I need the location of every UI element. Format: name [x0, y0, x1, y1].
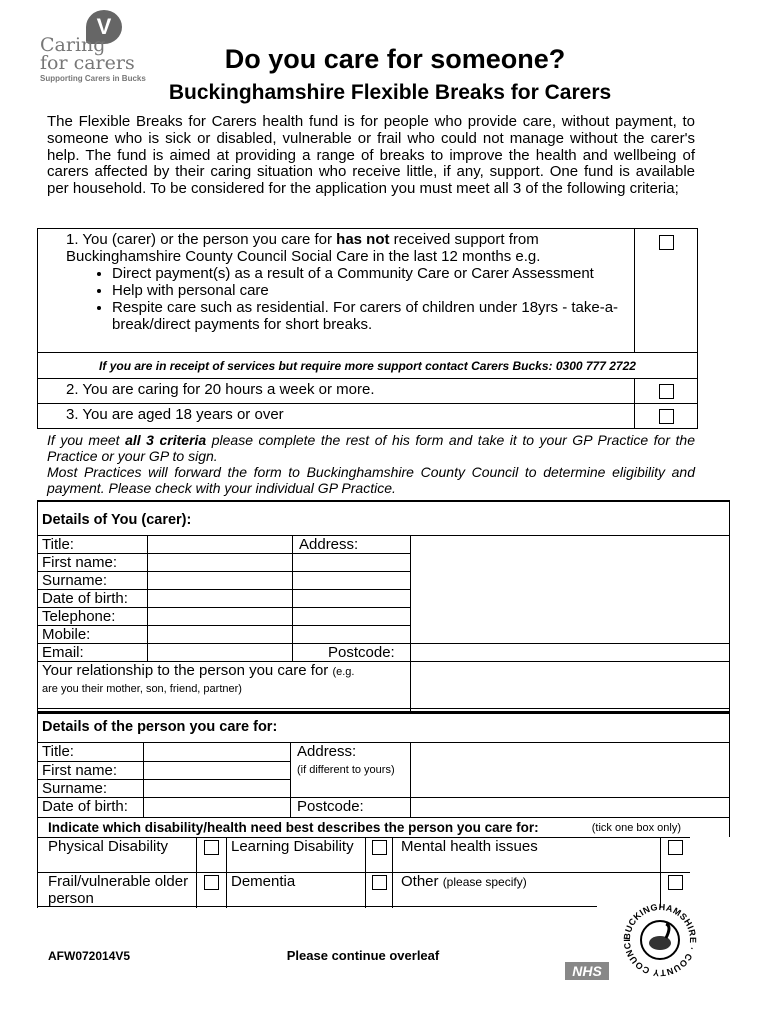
mental-health-checkbox[interactable]: [668, 840, 683, 855]
field-label: Title:: [38, 743, 144, 762]
logo-text: Caring for carers: [40, 34, 135, 74]
carer-address-line[interactable]: [293, 608, 411, 626]
divider: [37, 906, 597, 907]
carer-postcode-input[interactable]: [411, 644, 730, 662]
logo-heart-icon: V: [86, 10, 122, 44]
dementia-checkbox[interactable]: [372, 875, 387, 890]
support-contact-note: If you are in receipt of services but require more support contact Carers Bucks: 0300 777 2722: [38, 353, 698, 379]
field-label: Postcode:: [293, 644, 411, 662]
carer-details-heading: Details of You (carer):: [38, 501, 730, 536]
field-label: Mobile:: [38, 626, 148, 644]
council-seal-logo: [618, 898, 702, 982]
cared-address-label: Address: (if different to yours): [291, 743, 411, 798]
criterion-2: 2. You are caring for 20 hours a week or more.: [38, 379, 635, 404]
carer-address-input[interactable]: [411, 536, 730, 644]
option-other: Other (please specify): [393, 873, 661, 908]
field-label: Date of birth:: [38, 590, 148, 608]
field-label: Email:: [38, 644, 148, 662]
form-code: AFW072014V5: [48, 949, 131, 963]
cared-title-input[interactable]: [144, 743, 291, 762]
criterion-1: 1. You (carer) or the person you care for has not received support from Buckinghamshire County Council Social Care in the last 12 months e.g. • Direct payment(s) as a result of a Community Care or Carer Assessment • Help with personal care • Respite care such as residential. For carers of children under 18yrs - take-a-break/direct payments for short breaks.: [38, 229, 635, 353]
option-mental-health: Mental health issues: [393, 838, 661, 873]
field-label: Surname:: [38, 780, 144, 798]
bullet-item: • Direct payment(s) as a result of a Community Care or Carer Assessment: [112, 265, 630, 282]
other-checkbox[interactable]: [668, 875, 683, 890]
cared-first-name-input[interactable]: [144, 762, 291, 780]
criterion-2-checkbox[interactable]: [659, 384, 674, 399]
logo-tagline: Supporting Carers in Bucks: [40, 74, 146, 83]
field-label: First name:: [38, 762, 144, 780]
criterion-3: 3. You are aged 18 years or over: [38, 404, 635, 429]
instructions: If you meet all 3 criteria please complete the rest of his form and take it to your GP Practice for the Practice or your GP to sign. Most Practices will forward the form to Buckinghamshire County Council to determine eligibility and payment. Please check with your individual GP Practice.: [47, 432, 695, 496]
frail-checkbox[interactable]: [204, 875, 219, 890]
cared-surname-input[interactable]: [144, 780, 291, 798]
option-physical-disability: Physical Disability: [38, 838, 197, 873]
field-label: Surname:: [38, 572, 148, 590]
relationship-input[interactable]: [411, 662, 730, 713]
carer-address-line[interactable]: [293, 572, 411, 590]
carer-details-table: [37, 500, 730, 714]
disability-heading-row: Indicate which disability/health need best describes the person you care for: (tick one box only): [37, 810, 730, 837]
criterion-3-checkbox[interactable]: [659, 409, 674, 424]
disability-table: [37, 837, 690, 908]
option-learning-disability: Learning Disability: [227, 838, 366, 873]
carer-address-line[interactable]: [293, 626, 411, 644]
carer-title-input[interactable]: [148, 536, 293, 554]
cared-for-details-table: [37, 708, 730, 818]
carer-address-line[interactable]: [293, 554, 411, 572]
carer-telephone-input[interactable]: [148, 608, 293, 626]
carer-surname-input[interactable]: [148, 572, 293, 590]
bullet-item: • Help with personal care: [112, 282, 630, 299]
field-label: First name:: [38, 554, 148, 572]
field-label: Title:: [38, 536, 148, 554]
field-label: Date of birth:: [38, 798, 144, 818]
bullet-item: • Respite care such as residential. For carers of children under 18yrs - take-a-break/direct payments for short breaks.: [112, 299, 630, 333]
learning-disability-checkbox[interactable]: [372, 840, 387, 855]
field-label: Postcode:: [291, 798, 411, 818]
field-label: Address:: [293, 536, 411, 554]
physical-disability-checkbox[interactable]: [204, 840, 219, 855]
option-frail-older-person: Frail/vulnerable older person: [38, 873, 197, 908]
carer-first-name-input[interactable]: [148, 554, 293, 572]
nhs-logo: NHS: [565, 962, 609, 980]
cared-address-input[interactable]: [411, 743, 730, 798]
caring-for-carers-logo: [36, 8, 146, 88]
criteria-table: [37, 228, 698, 429]
carer-address-line[interactable]: [293, 590, 411, 608]
intro-paragraph: The Flexible Breaks for Carers health fund is for people who provide care, without payment, to someone who is sick or disabled, vulnerable or frail who could not manage without the carer's help. The fund is aimed at providing a range of breaks to improve the health and wellbeing of carers affected by their caring situation who receive little, if any, support. One fund is available per household. To be considered for the application you must meet all 3 of the following criteria;: [47, 113, 695, 198]
field-label: Telephone:: [38, 608, 148, 626]
carer-dob-input[interactable]: [148, 590, 293, 608]
cared-details-heading: Details of the person you care for:: [38, 709, 730, 743]
option-dementia: Dementia: [227, 873, 366, 908]
criterion-1-checkbox[interactable]: [659, 235, 674, 250]
page-subtitle: Buckinghamshire Flexible Breaks for Carers: [168, 81, 612, 104]
carer-email-input[interactable]: [148, 644, 293, 662]
carer-mobile-input[interactable]: [148, 626, 293, 644]
continue-note: Please continue overleaf: [286, 948, 440, 963]
relationship-label: Your relationship to the person you care for (e.g. are you their mother, son, friend, partner): [38, 662, 411, 713]
svg-text:BUCKINGHAMSHIRE · COUNTY COUNC: BUCKINGHAMSHIRE · COUNTY COUNCI: [621, 901, 699, 979]
page-title: Do you care for someone?: [224, 44, 566, 74]
